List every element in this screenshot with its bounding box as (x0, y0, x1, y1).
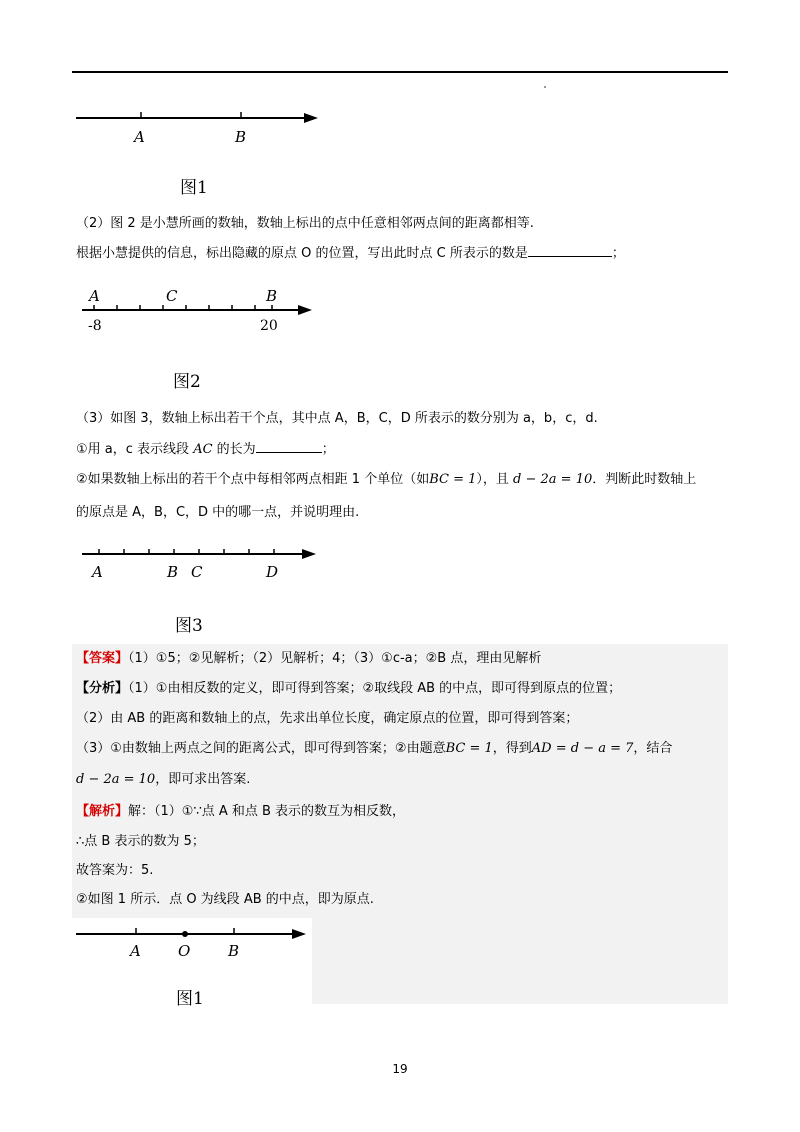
figure-1-caption: 图1 (180, 178, 208, 198)
answer-blank (528, 244, 612, 257)
math-bc-eq: BC = 1 (445, 741, 493, 756)
analysis-text-3b: ，得到 (492, 741, 532, 756)
point-a-label: A (130, 942, 141, 960)
figure-1b-caption: 图1 (176, 989, 204, 1009)
point-b-label: B (266, 287, 278, 305)
math-d-2a-eq: d − 2a = 10 (76, 772, 156, 787)
header-mark (544, 86, 546, 88)
figure-2-number-line (80, 284, 320, 340)
q3-sub2-text: ②如果数轴上标出的若干个点中每相邻两点相距 1 个单位（如 (76, 472, 430, 487)
point-a-label: A (134, 128, 145, 146)
value-b-label: 20 (260, 318, 278, 334)
point-c-label: C (166, 287, 178, 305)
solution-text-1: 解：（1）①∵点 A 和点 B 表示的数互为相反数， (128, 804, 406, 819)
segment-ac: AC (193, 442, 213, 457)
q3-sub2-text2: ），且 (476, 472, 509, 487)
q3-sub2-line2: 的原点是 A，B，C，D 中的哪一点，并说明理由. (76, 505, 360, 520)
solution-line-2: ∴点 B 表示的数为 5； (76, 834, 205, 849)
analysis-tag: 【分析】 (76, 681, 129, 696)
analysis-text-1: （1）①由相反数的定义，即可得到答案；②取线段 AB 的中点，即可得到原点的位置； (128, 681, 622, 696)
page-number: 19 (392, 1062, 408, 1076)
solution-line-3: 故答案为：5. (76, 863, 154, 878)
analysis-text-3c: ，结合 (633, 741, 673, 756)
header-rule (72, 71, 728, 73)
figure-3-caption: 图3 (175, 616, 203, 636)
point-b-label: B (228, 942, 240, 960)
answer-tag: 【答案】 (76, 651, 129, 666)
answer-blank (256, 440, 322, 453)
solution-tag: 【解析】 (76, 804, 129, 819)
answer-line (76, 650, 541, 668)
value-a-label: -8 (88, 318, 102, 334)
answer-text: （1）①5；②见解析；（2）见解析；4；（3）①c-a；②B 点，理由见解析 (128, 651, 542, 666)
q2-question (76, 244, 625, 263)
q3-sub1-end: ； (321, 442, 335, 457)
solution-line-4: ②如图 1 所示．点 O 为线段 AB 的中点，即为原点. (76, 892, 374, 907)
q3-sub2-text3: ．判断此时数轴上 (592, 472, 697, 487)
figure-1b-number-line (72, 920, 312, 962)
analysis-line-2: （2）由 AB 的距离和数轴上的点，先求出单位长度，确定原点的位置，即可得到答案； (76, 711, 579, 726)
math-ad-eq: AD = d − a = 7 (531, 741, 634, 756)
math-bc-eq: BC = 1 (429, 472, 477, 487)
q3-sub1-text2: 的长为 (216, 442, 256, 457)
analysis-text-3: （3）①由数轴上两点之间的距离公式，即可得到答案；②由题意 (76, 741, 446, 756)
analysis-text-4: ，即可求出答案. (155, 772, 251, 787)
point-o-label: O (178, 942, 191, 960)
analysis-line-3 (76, 740, 672, 758)
q3-sub1 (76, 440, 335, 459)
math-d-2a-eq: d − 2a = 10 (513, 472, 593, 487)
point-d-label: D (266, 563, 279, 581)
analysis-line-4 (76, 771, 250, 789)
q2-question-text: 根据小慧提供的信息，标出隐藏的原点 O 的位置，写出此时点 C 所表示的数是 (76, 246, 528, 261)
q2-statement: （2）图 2 是小慧所画的数轴，数轴上标出的点中任意相邻两点间的距离都相等. (76, 216, 534, 231)
q2-question-end: ； (611, 246, 625, 261)
solution-line-1 (76, 803, 405, 821)
q3-sub1-text: ①用 a，c 表示线段 (76, 442, 190, 457)
point-b-label: B (235, 128, 247, 146)
q3-sub2 (76, 471, 696, 489)
point-a-label: A (89, 287, 100, 305)
figure-2-caption: 图2 (173, 372, 201, 392)
point-b-label: B (167, 563, 179, 581)
point-a-label: A (92, 563, 103, 581)
figure-1-number-line (72, 104, 332, 152)
analysis-line-1 (76, 680, 621, 698)
point-c-label: C (191, 563, 203, 581)
figure-3-number-line (80, 544, 320, 584)
q3-statement: （3）如图 3，数轴上标出若干个点，其中点 A，B，C，D 所表示的数分别为 a，b，c，d. (76, 411, 598, 426)
